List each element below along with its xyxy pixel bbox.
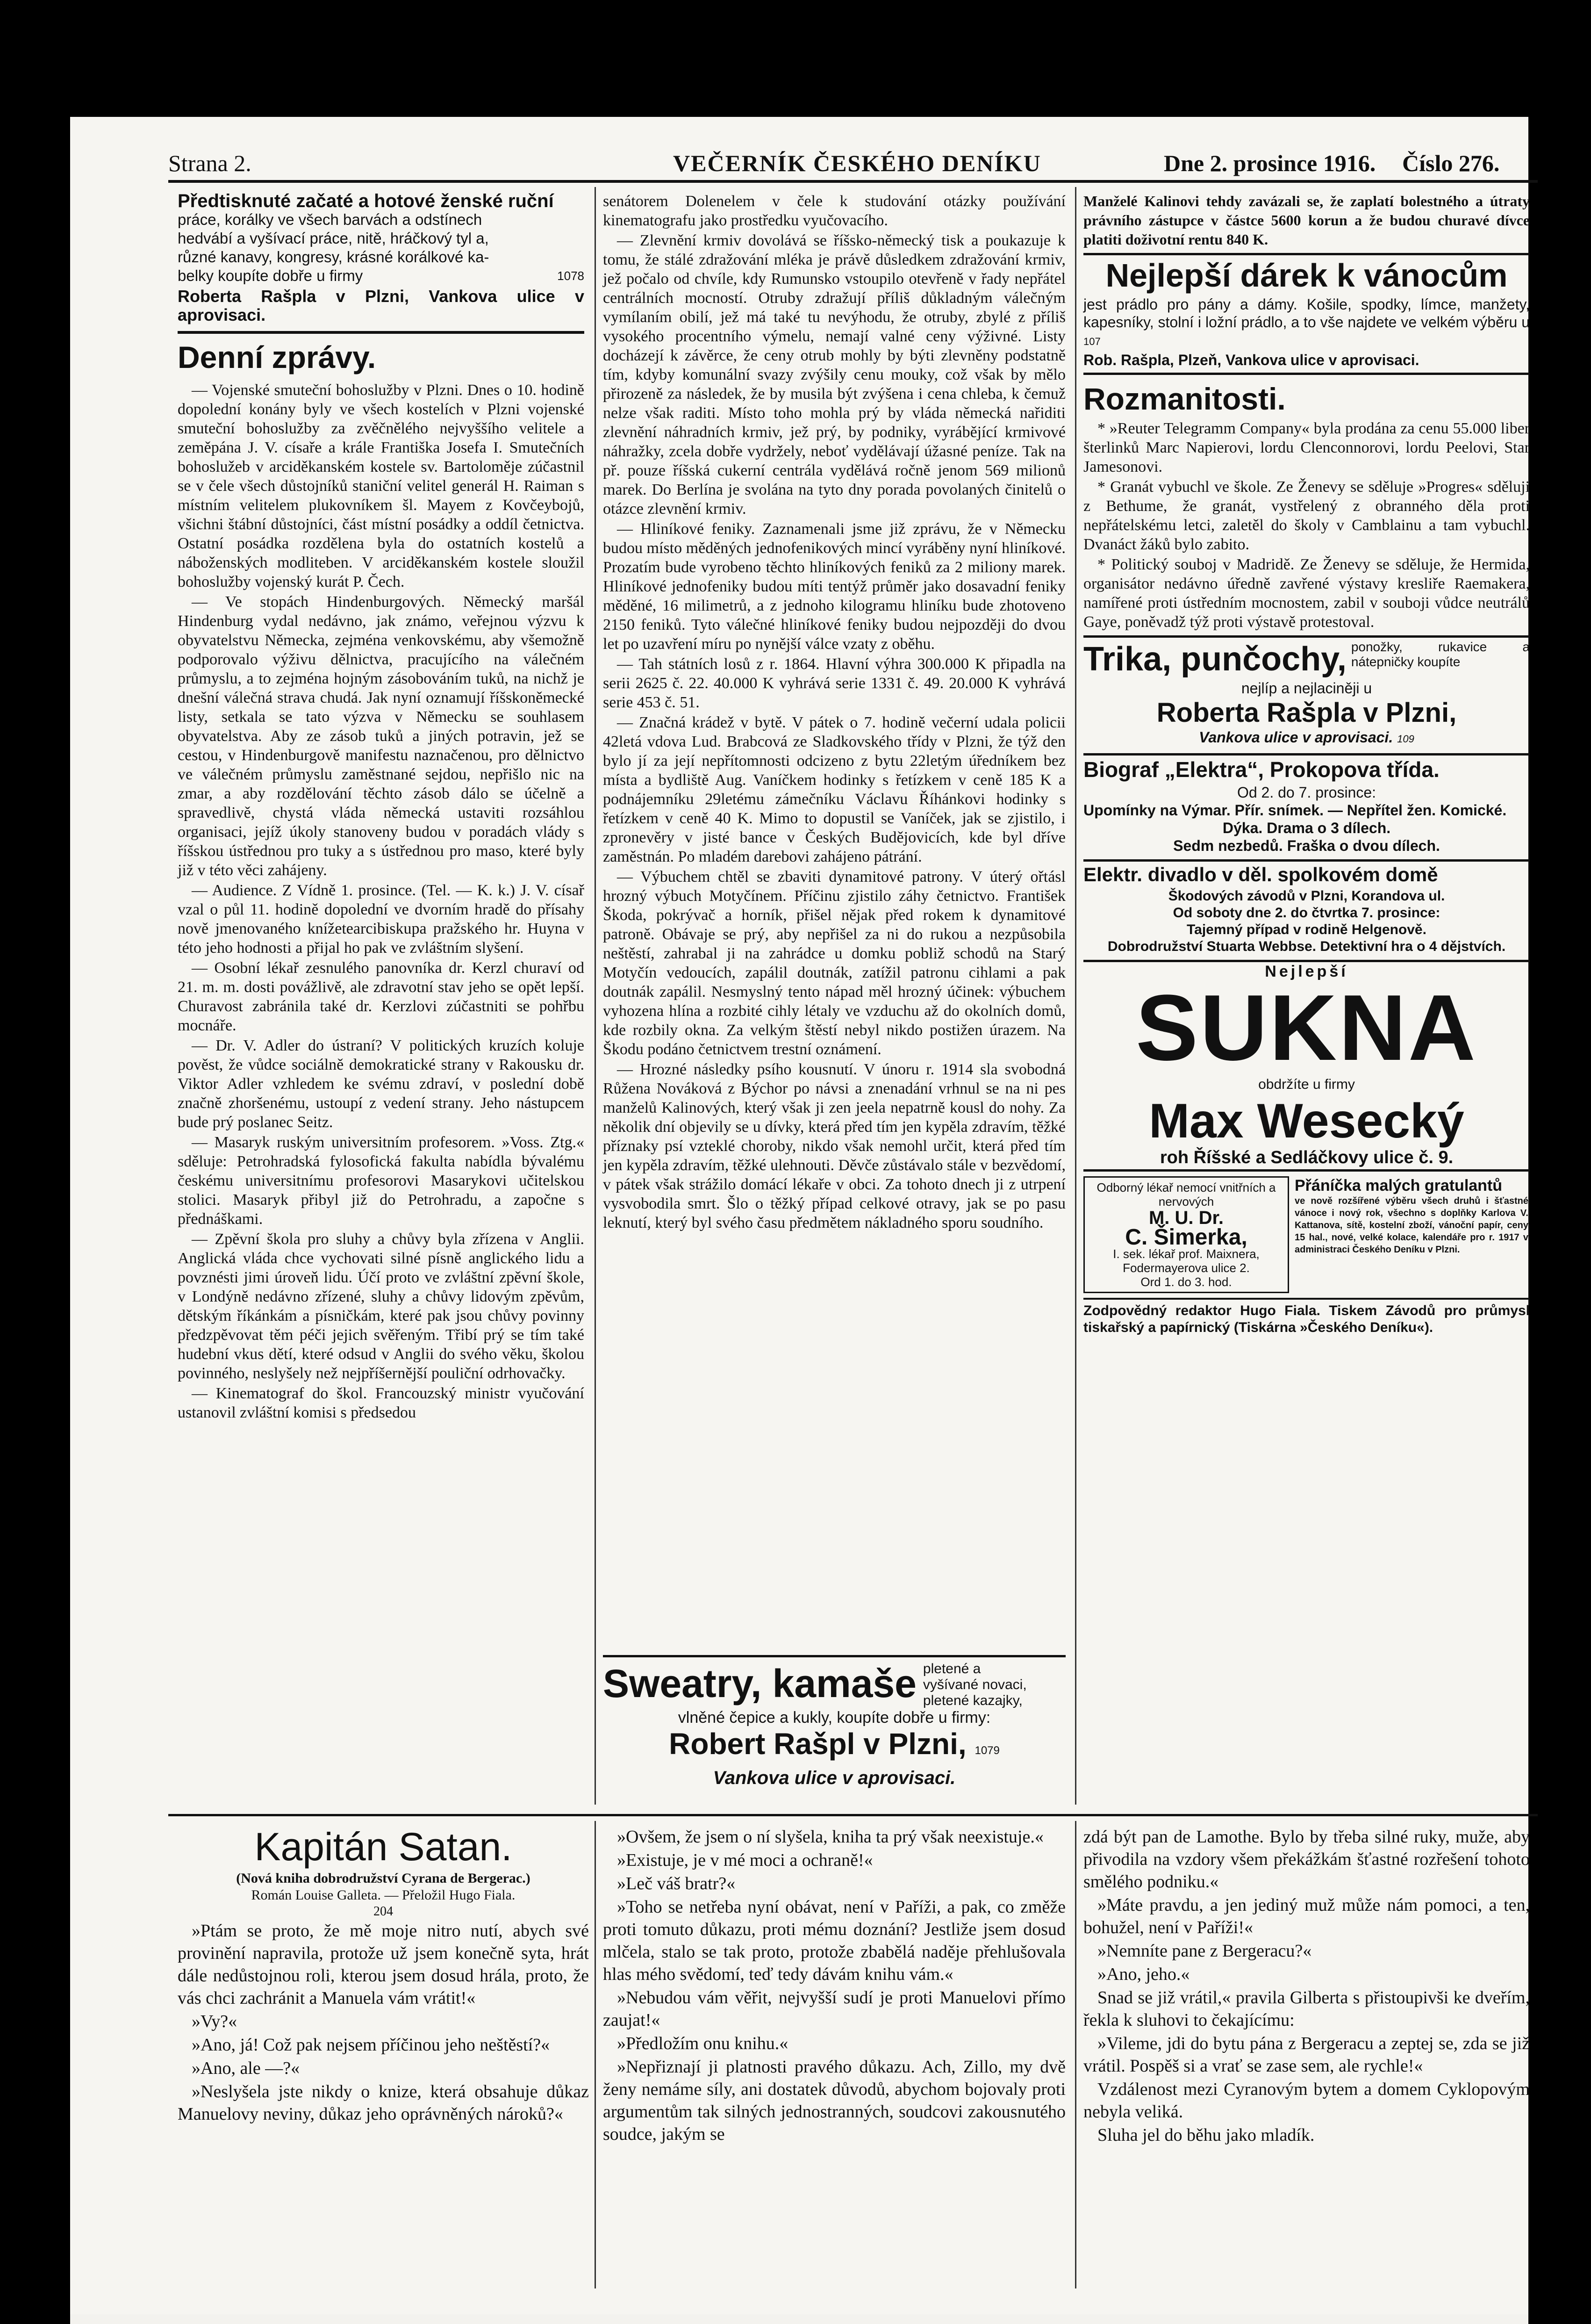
serial-paragraph: »Předložím onu knihu.« (617, 2034, 788, 2053)
ad-divadlo-line: Dobrodružství Stuarta Webbse. Detektivní hra o 4 dějstvích. (1107, 939, 1506, 954)
column-rule-2 (1075, 187, 1076, 1805)
ad1-line: práce, korálky ve všech barvách a odstínech (178, 211, 482, 228)
ad1-line: různé kanavy, kongresy, krásné korálkové ka- (178, 248, 489, 266)
serial-paragraph: »Ovšem, že jsem o ní slyšela, kniha ta prý však neexistuje.« (617, 1827, 1044, 1847)
ad-biograf-line: Od 2. do 7. prosince: (1237, 784, 1376, 801)
news-paragraph: Manželé Kalinovi tehdy zavázali se, že zaplatí bolestného a útraty právního zástupce v částce 5600 korun a že budou churavé dívce platiti doživotní rentu 840 K. (1083, 193, 1530, 248)
ad-row-doctor-pranicka (1083, 1176, 1530, 1293)
ad-pranicka (1295, 1176, 1528, 1293)
ad-trika-sub: nejlíp a nejlaciněji u (1241, 680, 1372, 697)
ad-darek (1083, 253, 1530, 375)
ad-biograf-title: Biograf „Elektra“, Prokopova třída. (1083, 757, 1440, 782)
news-paragraph: — Vojenské smuteční bohoslužby v Plzni. Dnes o 10. hodině dopolední konány byly ve všech kostelích v Plzni vojenské smuteční bohoslužby za zvěčnělého nejvyššího velitele a zeměpána J. V. císaře a krále Františka Josefa I. Smutečních bohoslužeb v arciděkanském kostele sv. Bartoloměje zúčastnil se v čele všech důstojníků staniční velitel generál H. Raiman s místním velitelem plukovníkem šl. Mayem z Kovčeybojů, všichni štábní důstojníci, část místní posádky a oddíl četnictva. Ostatní posádka rozdělena byla do ostatních kostelů a náboženských modliteben. V arciděkanském kostele sloužil bohoslužby vojenský kurát P. Čech. (178, 381, 584, 590)
serial-number: 204 (373, 1904, 393, 1919)
ad-sukna-mid: obdržíte u firmy (1258, 1077, 1355, 1092)
issue-number: Číslo 276. (1402, 150, 1500, 176)
serial-column-1 (178, 1823, 589, 2126)
news-paragraph: — Zlevnění krmiv dovolává se říšsko-německý tisk a poukazuje k tomu, že stálé zdražování mléka je právě důsledkem zdražování krmiv, jež počalo od chvíle, kdy Rumunsko vstoupilo otevřeně v řady nepřátel centrálních mocností. Otruby zdražují příliš důkladným válečným vymílaním obilí, jež má také tu nevýhodu, že otruby, zbylé z příliš vysokého procentního výmelu, nemají valné ceny výživné. Listy docházejí k závěrce, že ceny otrub mohly by býti zlevněny podstatně tím, kdyby komunální svazy zvýšily cenu mouky, což však by mělo přirozeně za následek, že by musila být zvýšena i cena chleba, k čemuž nelze však raditi. Místo toho mohla prý by vláda německá nařiditi zlevnění náhradních krmiv, jež prý, by podniky, vyrábějící krmivové náhražky, zcela dobře vydržely, neboť vydělávají úžasné peníze. Tak na př. pouze říšská cukerní centrála vydělává ročně jenom 569 milionů marek. Do Berlína je svolána na tyto dny porada povolaných činitelů o otázce zlevnění krmiv. (603, 232, 1066, 518)
ad-sweatry-number: 1079 (975, 1744, 1000, 1757)
ad-darek-title: Nejlepší dárek k vánocům (1105, 257, 1508, 294)
newspaper-title: VEČERNÍK ČESKÉHO DENÍKU (673, 150, 1041, 176)
ad-darek-text: jest prádlo pro pány a dámy. Košile, spodky, límce, manžety, kapesníky, stolní i ložní prádlo, a to vše najdete ve velkém výběru u 107 (1083, 296, 1530, 347)
serial-paragraph: »Leč váš bratr?« (617, 1874, 736, 1893)
ad-pranicka-title: Přáníčka malých gratulantů (1295, 1177, 1503, 1194)
ad1-line: hedvábí a vyšívací práce, nitě, hráčkový tyl a, (178, 230, 489, 247)
serial-paragraph: Snad se již vrátil,« pravila Gilberta s přistoupivši ke dveřím, řekla k sluhovi to čekajícímu: (1083, 1988, 1530, 2030)
column-2 (603, 192, 1066, 1233)
column-1 (178, 192, 584, 1423)
footer-divider (1083, 1298, 1530, 1300)
ad-trika-title: Trika, punčochy, (1083, 640, 1347, 678)
issue-date: Dne 2. prosince 1916. (1164, 150, 1376, 176)
serial-rule-1 (595, 1821, 596, 2288)
header-rule (168, 180, 1538, 183)
imprint: Zodpovědný redaktor Hugo Fiala. Tiskem Závodů pro průmysl tiskařský a papírnický (Tiskárna »Českého Deníku«). (1083, 1303, 1530, 1335)
news-paragraph: — Osobní lékař zesnulého panovníka dr. Kerzl churaví od 21. m. m. dosti povážlivě, ale zdravotní stav jeho se opět lepší. Churavost zabránila také dr. Kerzlovi zúčastniti se pohřbu mocnáře. (178, 959, 584, 1034)
serial-paragraph: »Ano, jeho.« (1097, 1964, 1190, 1984)
ad-darek-number: 107 (1083, 336, 1101, 347)
news-paragraph: — Tah státních losů z r. 1864. Hlavní výhra 300.000 K připadla na serii 2625 č. 22. 40.000 K vyhrává serie 1331 č. 49. 20.000 K vyhrává serie 453 č. 51. (603, 655, 1066, 711)
ad-trika-firm: Roberta Rašpla v Plzni, (1156, 698, 1457, 728)
ad-trika-number: 109 (1397, 733, 1414, 745)
ad-sweatry-title: Sweatry, kamaše (603, 1662, 917, 1705)
serial-column-3 (1083, 1826, 1530, 2147)
ad1-line: belky koupíte dobře u firmy 1078 (178, 267, 584, 284)
ad-sweatry-top-rule (603, 1655, 1066, 1657)
ad-sweatry-sub: vlněné čepice a kukly, koupíte dobře u firmy: (678, 1709, 991, 1727)
news-paragraph: * Granát vybuchl ve škole. Ze Ženevy se sděluje »Progres« sděluji z Bethume, že granát, vystřelený z obranného děla proti nepřátelskému letci, zaletěl do školy v Camblainu a tam vybuchl. Dvanáct žáků bylo zabito. (1083, 478, 1530, 553)
scan-border-top (0, 0, 1591, 117)
column-3 (1083, 192, 1530, 1336)
ad-doctor-line: Ord 1. do 3. hod. (1140, 1275, 1232, 1289)
scan-border-right (1528, 0, 1591, 2324)
ad-divadlo-line: Tajemný případ v rodině Helgenově. (1187, 922, 1426, 937)
section-denni-zpravy: Denní zprávy. (178, 340, 376, 374)
ad-biograf-line: Dýka. Drama o 3 dílech. (1222, 820, 1391, 836)
ad-doctor-line: M. U. Dr. (1148, 1208, 1224, 1228)
serial-author: Román Louise Galleta. — Přeložil Hugo Fiala. (251, 1887, 516, 1903)
news-paragraph: — Hliníkové feniky. Zaznamenali jsme již zprávu, že v Německu budou místo měděných jednofenikových mincí vyráběny nyní hliníkové. Prozatím bude vyrobeno těchto hliníkových feniků za 2 miliony marek. Hliníkové jednofeniky budou míti tentýž průměr jako dosavadní feniky měděné, 16 milimetrů, a z jednoho kilogramu hliníku bude zhotoveno 2150 feniků. Tyto válečné hliníkové feniky budou nejpozději do dvou let po uzavření míru po nynější válce vzaty z oběhu. (603, 520, 1066, 653)
news-paragraph: — Kinematograf do škol. Francouzský ministr vyučování ustanovil zvláštní komisi s předsedou (178, 1385, 584, 1421)
serial-paragraph: »Ano, ale —?« (192, 2058, 300, 2078)
ad-sukna-address: roh Říšské a Sedláčkovy ulice č. 9. (1160, 1148, 1454, 1167)
ad-divadlo (1083, 859, 1530, 955)
ad-sukna-firm: Max Wesecký (1149, 1094, 1464, 1148)
serial-paragraph: »Ano, já! Což pak nejsem příčinou jeho neštěstí?« (192, 2035, 550, 2055)
ad-zenske-prace (178, 192, 584, 324)
news-paragraph: — Audience. Z Vídně 1. prosince. (Tel. — K. k.) J. V. císař vzal o půl 11. hodině dopolední ve dvorním hradě do přísahy nově jmenovaného knížetearcibiskupa pražského hr. Huyna v této jeho hodnosti a přijal ho pak ve zvláštním slyšení. (178, 882, 584, 957)
ad-trika-address: Vankova ulice v aprovisaci. 109 (1199, 729, 1414, 746)
ad-divadlo-line: Škodových závodů v Plzni, Korandova ul. (1168, 888, 1445, 904)
serial-paragraph: »Vileme, jdi do bytu pána z Bergeracu a zeptej se, zda se již vrátil. Pospěš si a vrať se zase sem, ale rychle!« (1083, 2034, 1530, 2076)
ad-trika-side: ponožky, rukavice a nátepničky koupíte (1351, 640, 1530, 669)
section-rozmanitosti: Rozmanitosti. (1083, 381, 1286, 416)
news-paragraph: — Dr. V. Adler do ústraní? V politických kruzích koluje pověst, že vůdce sociálně demokratické strany v Rakousku dr. Viktor Adler vzhledem ke svému zdraví, v poslední době značně zhoršenému, ustoupí z vedení strany. Jeho nástupcem bude prý poslanec Seitz. (178, 1037, 584, 1131)
serial-rule (168, 1814, 1538, 1816)
serial-paragraph: »Nemníte pane z Bergeracu?« (1097, 1941, 1312, 1961)
ad-sweatry-address: Vankova ulice v aprovisaci. (713, 1768, 956, 1788)
news-paragraph: — Výbuchem chtěl se zbaviti dynamitové patrony. V úterý ořtásl hrozný výbuch Motyčínem. Příčinu zjistilo záhy četnictvo. František Škoda, pokrývač a horník, přišel nějak před rokem k dynamitové patroně. Obávaje se prý, aby nepřišel za ni do rukou a nezpůsobila neštěstí, zahrabal ji na zahrádce u domku pobliž schodů na Starý Motyčín vedoucích, zapálil doutnák, zatížil patronu cihlami a pak doutnák zapálil. Nesmyslný tento nápad měl hrozný účinek: výbuchem vyhozena hlína a rozbité cihly létaly ve vzduchu až do okolních domů, kde rozbily okna. Za velkým štěstí nebyl nikdo postižen úrazem. Na Škodu podáno četnictvem trestní oznámení. (603, 868, 1066, 1058)
serial-paragraph: Sluha jel do běhu jako mladík. (1097, 2125, 1315, 2145)
ad1-number: 1078 (557, 269, 584, 283)
column-rule-1 (595, 187, 596, 1805)
ad-biograf-line: Upomínky na Výmar. Přír. snímek. — Nepřítel žen. Komické. (1083, 802, 1507, 819)
ad-sukna-word: SUKNA (1135, 976, 1478, 1080)
scan-border-left (0, 0, 70, 2324)
serial-column-2 (603, 1826, 1066, 2146)
serial-paragraph: »Nepřiznají ji platnosti pravého důkazu. Ach, Zillo, my dvě ženy nemáme síly, ani dostatek důvodů, abychom bojovaly proti argumentům tak silných jednostranných, soudcovi zakousnutého soudce, jakým se (603, 2057, 1066, 2144)
serial-title: Kapitán Satan. (254, 1825, 512, 1869)
news-paragraph: — Hrozné následky psího kousnutí. V únoru r. 1914 sla svobodná Růžena Nováková z Býchor po návsi a znenadání vrhnul se na ni pes manželů Kalinových, který však ji zen jeela nepatrně kousl do nohy. Za několik dní objevily se u dívky, která před tím jen kypěla zdravím, těžké příznaky psí vzteklé choroby, nikdo však nemohl určit, která před tím jen kypěla zdravím, těžké ulehnouti. Děvče zůstávalo stále v bezvědomí, v pátek však strážilo domácí lékaře v obci. Za tohoto dnech ji z utrpení vysvobodila smrt. Šlo o těžký případ celkové otravy, jak se po pasu leknutí, který byl svého času předmětem nákladného sporu soudního. (603, 1061, 1066, 1231)
ad-biograf (1083, 753, 1530, 855)
ad-rule (1083, 1169, 1530, 1172)
ad-divadlo-title: Elektr. divadlo v děl. spolkovém domě (1083, 863, 1438, 885)
ad-sukna-pre: Nejlepší (1265, 963, 1348, 980)
serial-paragraph: »Máte pravdu, a jen jediný muž může nám pomoci, a ten, bohužel, není v Paříži!« (1083, 1895, 1530, 1937)
serial-subtitle: (Nová kniha dobrodružství Cyrana de Bergerac.) (236, 1871, 530, 1886)
news-paragraph: senátorem Dolenelem v čele k studování otázky používání kinematografu jako prostředku vyučovacího. (603, 193, 1066, 229)
ad-sweatry-side: pletené a vyšívané novaci, pletené kazajky, (923, 1661, 1027, 1708)
serial-rule-2 (1075, 1821, 1076, 2288)
ad-rule (1083, 373, 1530, 375)
news-paragraph: — Masaryk ruským universitním profesorem. »Voss. Ztg.« sděluje: Petrohradská fylosofická fakulta nabídla bývalému českému universitnímu profesorovi Masarykovi učitelskou stolici. Masaryk přibyl již do Petrohradu, a započne s přednáškami. (178, 1134, 584, 1228)
news-paragraph: — Značná krádež v bytě. V pátek o 7. hodině večerní udala policii 42letá vdova Lud. Brabcová ze Sladkovského třídy v Plzni, že týž den bylo jí za její nepřítomnosti odcizeno z bytu 22letým úředníkem bez místa a bydliště Aug. Vaníčkem hodinky s řetízkem v ceně 185 K a podnájemníku 29letému zámečníku Václavu Říhánkovi hodinky s řetízkem v ceně 40 K. Mimo to dopustil se Vaníček, jak se zjistilo, i zpronevěry v jisté bance v Českých Budějovicích, kde byl dříve zaměstnán. Po mladém darebovi zahájeno pátrání. (603, 714, 1066, 865)
news-paragraph: — Zpěvní škola pro sluhy a chůvy byla zřízena v Anglii. Anglická vláda chce vychovati silné písně anglického lidu a povznésti jimi úroveň lidu. Účí proto ve zvláštní zpěvní škole, v Londýně nedávno zřízené, sluhy a chůvy lidovým zpěvům, dětským říkánkám a písničkám, které pak jsou chůvy povinny předzpěvovat těm péči jejich svěřeným. Třibí prý se tím také hudební vkus dětí, které odsud v Anglii do svého věku, školou povinného, neslyšely než nejpříšernější pouliční odrhovačky. (178, 1230, 584, 1382)
page-number: Strana 2. (168, 150, 251, 176)
ad1-firm: Roberta Rašpla v Plzni, Vankova ulice v aprovisaci. (178, 287, 584, 324)
ad-rule (1083, 635, 1530, 638)
serial-paragraph: »Existuje, je v mé moci a ochraně!« (617, 1850, 873, 1870)
ad-doctor-line: C. Šimerka, (1125, 1225, 1247, 1250)
ad-darek-firm: Rob. Rašpla, Plzeň, Vankova ulice v aprovisaci. (1083, 352, 1419, 368)
serial-paragraph: »Nebudou vám věřit, nejvyšší sudí je proti Manuelovi přímo zaujat!« (603, 1988, 1066, 2030)
ad-doctor (1083, 1176, 1289, 1293)
serial-paragraph: »Ptám se proto, že mě moje nitro nutí, abych své provinění napravila, protože už jsem konečně syta, hrát dále nedůstojnou roli, kterou jsem dosud hrála, proto, že vás chci zachránit a Manuela vám vrátit!« (178, 1921, 589, 2008)
ad-sweatry-firm: Robert Rašpl v Plzni, 1079 (669, 1727, 1000, 1761)
ad-pranicka-text: ve nově rozšířené výběru všech druhů i šťastné vánoce i nový rok, všechno s doplňky Karlova V. Kattanova, sítě, kostelní zboží, vánoční papír, ceny 15 hal., nové, velké kolace, kalendáře pro r. 1917 v administraci Českého Deníku v Plzni. (1295, 1196, 1528, 1255)
ad-sweatry (603, 1655, 1066, 1795)
ad-sukna (1083, 960, 1530, 1172)
ad-divadlo-line: Od soboty dne 2. do čtvrtka 7. prosince: (1173, 905, 1440, 921)
section-divider (178, 331, 584, 334)
ad-doctor-line: Odborný lékař nemocí vnitřních a nervových (1096, 1180, 1276, 1209)
ad-trika (1083, 635, 1530, 748)
serial-paragraph: »Vy?« (192, 2012, 237, 2031)
ad-biograf-line: Sedm nezbedů. Fraška o dvou dílech. (1173, 837, 1440, 854)
serial-paragraph: »Toho se netřeba nyní obávat, není v Paříži, a pak, co změže proti tomuto důkazu, proti mému doznání? Jestliže jsem dosud mlčela, stalo se tak proto, protože zbabělá naděje přehlušovala hlas mého svědomí, teď tedy dávám knihu vám.« (603, 1897, 1066, 1984)
ad-doctor-line: Fodermayerova ulice 2. (1123, 1261, 1250, 1275)
serial-paragraph: Vzdálenost mezi Cyranovým bytem a domem Cyklopovým nebyla veliká. (1083, 2079, 1530, 2122)
news-paragraph: * Politický souboj v Madridě. Ze Ženevy se sděluje, že Hermida, organisátor nedávno úředně zavřené výstavy kresliře Raemakera, namířené proti ústředním mocnostem, zabil v souboji vůdce neutrálů Gaye, poněvadž týž proti výstavě protestoval. (1083, 556, 1530, 631)
serial-paragraph: zdá být pan de Lamothe. Bylo by třeba silné ruky, muže, aby přivodila na vzdory všem překážkám šťastné rozřešení tohoto smělého podniku.« (1083, 1827, 1530, 1892)
serial-paragraph: »Neslyšela jste nikdy o knize, která obsahuje důkaz Manuelovy neviny, důkaz jeho oprávněných nároků?« (178, 2082, 589, 2124)
news-paragraph: * »Reuter Telegramm Company« byla prodána za cenu 55.000 liber šterlinků Marc Napierovi, lordu Clenconnorovi, lordu Peelovi, Star Jamesonovi. (1083, 420, 1530, 475)
ad-doctor-line: I. sek. lékař prof. Maixnera, (1113, 1247, 1260, 1261)
news-paragraph: — Ve stopách Hindenburgových. Německý maršál Hindenburg vydal nedávno, jak známo, veřejnou výzvu k obyvatelstvu Německa, zejména venkovskému, aby všemožně podporovalo výživu dělnictva, pracujícího na válečném průmyslu, a to zejména hojným zásobováním tuků, na nichž je dnešní válečná strava chudá. Jak nyní oznamují říšskoněmecké listy, setkala se tato výzva v Německu se souhlasem obyvatelstva. Aby ze zásob tuků a jiných potravin, jež se cestou, v Hindenburgově manifestu naznačenou, pro dělnictvo ve válečném průmyslu zaměstnané sejdou, nepřišlo nic na zmar, a aby rozdělování těchto zásob dálo se účelně a spravedlivě, chystá vláda německá ustaviti rozsáhlou organisaci, jejíž úkoly stanoveny budou v poradách vlády s říšskou ústřednou pro tuky a s ústřednou pro maso, které byly již v této věci zahájeny. (178, 593, 584, 879)
ad1-line: Předtisknuté začaté a hotové ženské ruční (178, 191, 554, 211)
